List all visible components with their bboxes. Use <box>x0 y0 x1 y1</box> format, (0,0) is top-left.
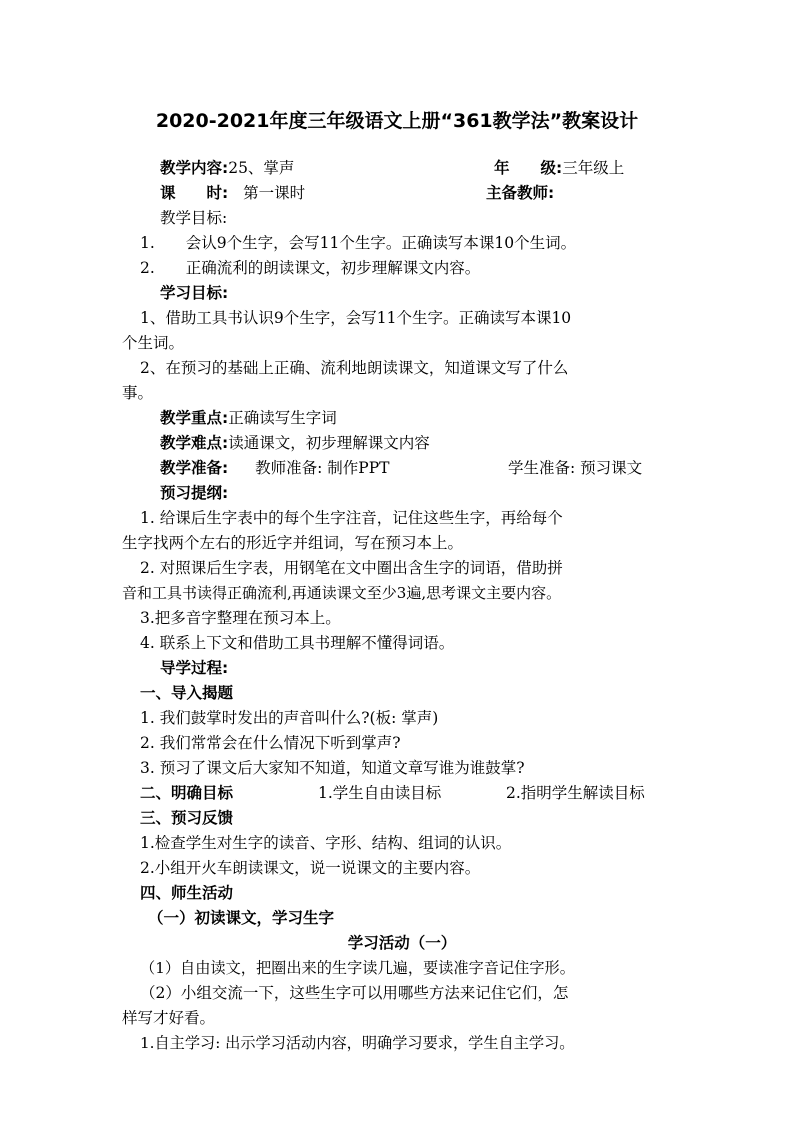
grade-group <box>494 156 624 180</box>
process-heading: 导学过程: <box>160 659 229 677</box>
self-study-step: 1.自主学习: 出示学习活动内容，明确学习要求，学生自主学习。 <box>140 1034 575 1052</box>
teaching-goal-2: 2. 正确流利的朗读课文，初步理解课文内容。 <box>140 259 481 277</box>
activity-step-2-line1: （2）小组交流一下，这些生字可以用哪些方法来记住它们，怎 <box>140 984 569 1002</box>
teacher-prep: 教师准备: 制作PPT <box>255 459 390 477</box>
teacher-label: 主备教师: <box>486 184 555 202</box>
learning-goal-1-line1: 1、借助工具书认识9个生字，会写11个生字。正确读写本课10 <box>140 309 572 327</box>
preview-2-line2: 音和工具书读得正确流利,再通读课文至少3遍,思考课文主要内容。 <box>122 584 562 602</box>
prep-row <box>122 456 720 480</box>
preview-4: 4. 联系上下文和借助工具书理解不懂得词语。 <box>140 634 455 652</box>
focus-row <box>122 406 720 430</box>
section-4-heading: 四、师生活动 <box>140 884 234 902</box>
activity-step-1: （1）自由读文，把圈出来的生字读几遍，要读准字音记住字形。 <box>140 959 575 977</box>
preview-heading: 预习提纲: <box>160 484 229 502</box>
difficulty-row <box>122 431 720 455</box>
learning-goal-2-line1: 2、在预习的基础上正确、流利地朗读课文，知道课文写了什么 <box>140 359 569 377</box>
content-value: 25、掌声 <box>228 159 295 177</box>
meta-row-period <box>122 181 720 205</box>
section-2-item-a: 1.学生自由读目标 <box>318 784 442 802</box>
section-3-item-1: 1.检查学生对生字的读音、字形、结构、组词的认识。 <box>140 834 512 852</box>
difficulty-value: 读通课文，初步理解课文内容 <box>228 434 430 452</box>
section-4-subheading: （一）初读课文，学习生字 <box>148 909 335 927</box>
activity-title: 学习活动（一） <box>347 934 457 952</box>
section-3-heading: 三、预习反馈 <box>140 809 234 827</box>
section-2-heading: 二、明确目标 <box>140 784 234 802</box>
page-title: 2020-2021年度三年级语文上册“361教学法”教案设计 <box>155 110 639 132</box>
section-3-item-2: 2.小组开火车朗读课文，说一说课文的主要内容。 <box>140 859 481 877</box>
focus-value: 正确读写生字词 <box>228 409 337 427</box>
learning-goal-2-line2: 事。 <box>122 384 154 402</box>
difficulty-label: 教学难点: <box>160 434 229 452</box>
teaching-goals-heading: 教学目标: <box>160 209 228 227</box>
prep-label: 教学准备: <box>160 459 229 477</box>
learning-goals-heading: 学习目标: <box>160 284 229 302</box>
section-1-item-1: 1. 我们鼓掌时发出的声音叫什么?(板: 掌声) <box>140 709 439 727</box>
meta-row-content <box>122 156 720 180</box>
section-1-item-2: 2. 我们常常会在什么情况下听到掌声? <box>140 734 401 752</box>
student-prep: 学生准备: 预习课文 <box>508 459 643 477</box>
focus-label: 教学重点: <box>160 409 229 427</box>
section-1-heading: 一、导入揭题 <box>140 684 234 702</box>
period-value: 第一课时 <box>243 184 306 202</box>
preview-1-line2: 生字找两个左右的形近字并组词，写在预习本上。 <box>122 534 464 552</box>
teaching-goal-1: 1. 会认9个生字，会写11个生字。正确读写本课10个生词。 <box>140 234 577 252</box>
preview-1-line1: 1. 给课后生字表中的每个生字注音，记住这些生字，再给每个 <box>140 509 563 527</box>
period-label: 课 时: <box>160 184 229 202</box>
section-1-item-3: 3. 预习了课文后大家知不知道，知道文章写谁为谁鼓掌? <box>140 759 525 777</box>
preview-2-line1: 2. 对照课后生字表，用钢笔在文中圈出含生字的词语，借助拼 <box>140 559 563 577</box>
section-2-row <box>122 781 700 805</box>
section-2-item-b: 2.指明学生解读目标 <box>506 784 645 802</box>
grade-value: 三年级上 <box>562 159 625 177</box>
content-label: 教学内容: <box>160 159 229 177</box>
learning-goal-1-line2: 个生词。 <box>122 334 185 352</box>
grade-label: 年 级: <box>494 159 563 177</box>
preview-3: 3.把多音字整理在预习本上。 <box>140 609 341 627</box>
activity-step-2-line2: 样写才好看。 <box>122 1009 216 1027</box>
